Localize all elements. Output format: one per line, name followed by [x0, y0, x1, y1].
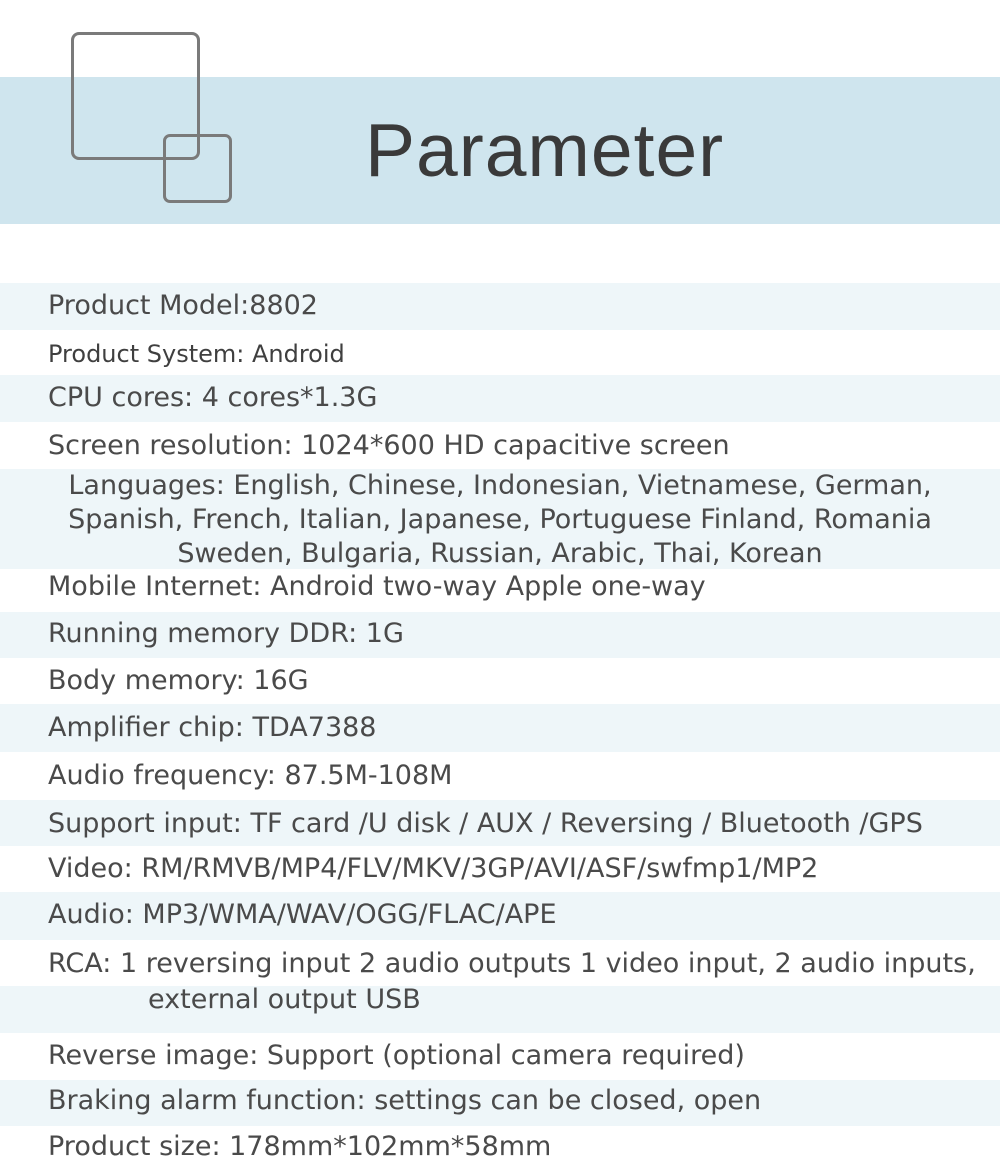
spec-row-resolution	[0, 426, 1000, 468]
spec-row-body-memory	[0, 660, 1000, 704]
spec-row-languages	[0, 469, 1000, 569]
spec-row-running-memory	[0, 612, 1000, 658]
spec-row-model	[0, 283, 1000, 330]
page-title: Parameter	[365, 108, 725, 192]
spec-model: Product Model:8802	[48, 290, 318, 321]
spec-languages-line3: Sweden, Bulgaria, Russian, Arabic, Thai, Korean	[177, 538, 823, 569]
spec-mobile-internet: Mobile Internet: Android two-way Apple one-way	[48, 571, 706, 602]
spec-running-memory: Running memory DDR: 1G	[48, 618, 404, 649]
spec-row-amplifier	[0, 704, 1000, 752]
spec-row-audio-frequency	[0, 754, 1000, 800]
spec-body-memory: Body memory: 16G	[48, 665, 309, 696]
spec-reverse-image: Reverse image: Support (optional camera required)	[48, 1040, 745, 1071]
spec-resolution: Screen resolution: 1024*600 HD capacitive screen	[48, 430, 730, 461]
spec-rca-line1: RCA: 1 reversing input 2 audio outputs 1 video input, 2 audio inputs,	[48, 948, 976, 979]
spec-row-mobile-internet	[0, 569, 1000, 612]
spec-rca-line2: external output USB	[148, 984, 421, 1015]
spec-row-rca-cont	[0, 986, 1000, 1033]
spec-row-audio	[0, 892, 1000, 940]
spec-row-reverse-image	[0, 1036, 1000, 1080]
spec-languages	[0, 469, 1000, 571]
spec-amplifier: Amplifier chip: TDA7388	[48, 712, 377, 743]
spec-product-size: Product size: 178mm*102mm*58mm	[48, 1131, 552, 1162]
spec-languages-line2: Spanish, French, Italian, Japanese, Portuguese Finland, Romania	[68, 504, 932, 535]
spec-row-cpu	[0, 375, 1000, 422]
spec-cpu: CPU cores: 4 cores*1.3G	[48, 382, 378, 413]
spec-row-braking-alarm	[0, 1080, 1000, 1126]
spec-row-video	[0, 848, 1000, 892]
spec-video: Video: RM/RMVB/MP4/FLV/MKV/3GP/AVI/ASF/swfmp1/MP2	[48, 853, 819, 884]
spec-system: Product System: Android	[48, 340, 345, 368]
spec-braking-alarm: Braking alarm function: settings can be closed, open	[48, 1085, 762, 1116]
spec-row-product-size	[0, 1128, 1000, 1164]
spec-audio-frequency: Audio frequency: 87.5M-108M	[48, 760, 453, 791]
spec-row-system	[0, 332, 1000, 374]
spec-row-support-input	[0, 800, 1000, 846]
spec-support-input: Support input: TF card /U disk / AUX / Reversing / Bluetooth /GPS	[48, 808, 923, 839]
spec-row-rca	[0, 942, 1000, 986]
spec-audio: Audio: MP3/WMA/WAV/OGG/FLAC/APE	[48, 899, 557, 930]
spec-languages-line1: Languages: English, Chinese, Indonesian, Vietnamese, German,	[68, 470, 932, 501]
